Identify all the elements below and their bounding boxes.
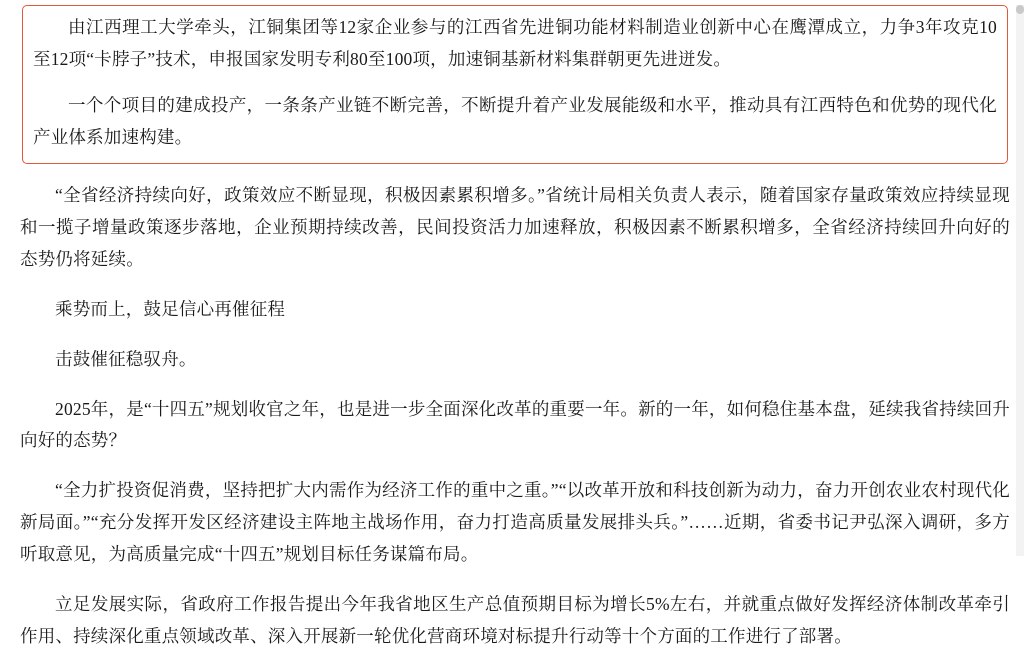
scrollbar-thumb[interactable] — [1016, 5, 1024, 14]
body-paragraph-3: 击鼓催征稳驭舟。 — [55, 348, 197, 369]
body-paragraph-5: “全力扩投资促消费，坚持把扩大内需作为经济工作的重中之重。”“以改革开放和科技创新为动力，奋力开创农业农村现代化新局面。”“充分发挥开发区经济建设主阵地主战场作用，奋力打造高质量发展排头兵。”……近期，省委书记尹弘深入调研，多方听取意见，为高质量完成“十四五”规划目标任务谋篇布局。 — [20, 480, 1010, 564]
highlighted-text-block — [22, 5, 1008, 164]
highlighted-paragraph-2: 一个个项目的建成投产，一条条产业链不断完善，不断提升着产业发展能级和水平，推动具有江西特色和优势的现代化产业体系加速构建。 — [33, 94, 997, 147]
body-paragraph-4: 2025年，是“十四五”规划收官之年，也是进一步全面深化改革的重要一年。新的一年，如何稳住基本盘，延续我省持续回升向好的态势？ — [20, 398, 1010, 451]
body-paragraph-1: “全省经济持续向好，政策效应不断显现，积极因素累积增多。”省统计局相关负责人表示，随着国家存量政策效应持续显现和一揽子增量政策逐步落地，企业预期持续改善，民间投资活力加速释放，积极因素不断累积增多，全省经济持续回升向好的态势仍将延续。 — [20, 185, 1010, 270]
vertical-scrollbar[interactable] — [1016, 5, 1024, 556]
highlighted-paragraph-1: 由江西理工大学牵头，江铜集团等12家企业参与的江西省先进铜功能材料制造业创新中心在鹰潭成立，力争3年攻克10至12项“卡脖子”技术，申报国家发明专利80至100项，加速铜基新材料集群朝更先进迸发。 — [33, 17, 997, 69]
document-page — [0, 5, 1024, 646]
body-paragraph-2: 乘势而上，鼓足信心再催征程 — [55, 298, 286, 319]
body-paragraph-6: 立足发展实际，省政府工作报告提出今年我省地区生产总值预期目标为增长5%左右，并就重点做好发挥经济体制改革牵引作用、持续深化重点领域改革、深入开展新一轮优化营商环境对标提升行动等十个方面的工作进行了部署。 — [20, 593, 1010, 646]
